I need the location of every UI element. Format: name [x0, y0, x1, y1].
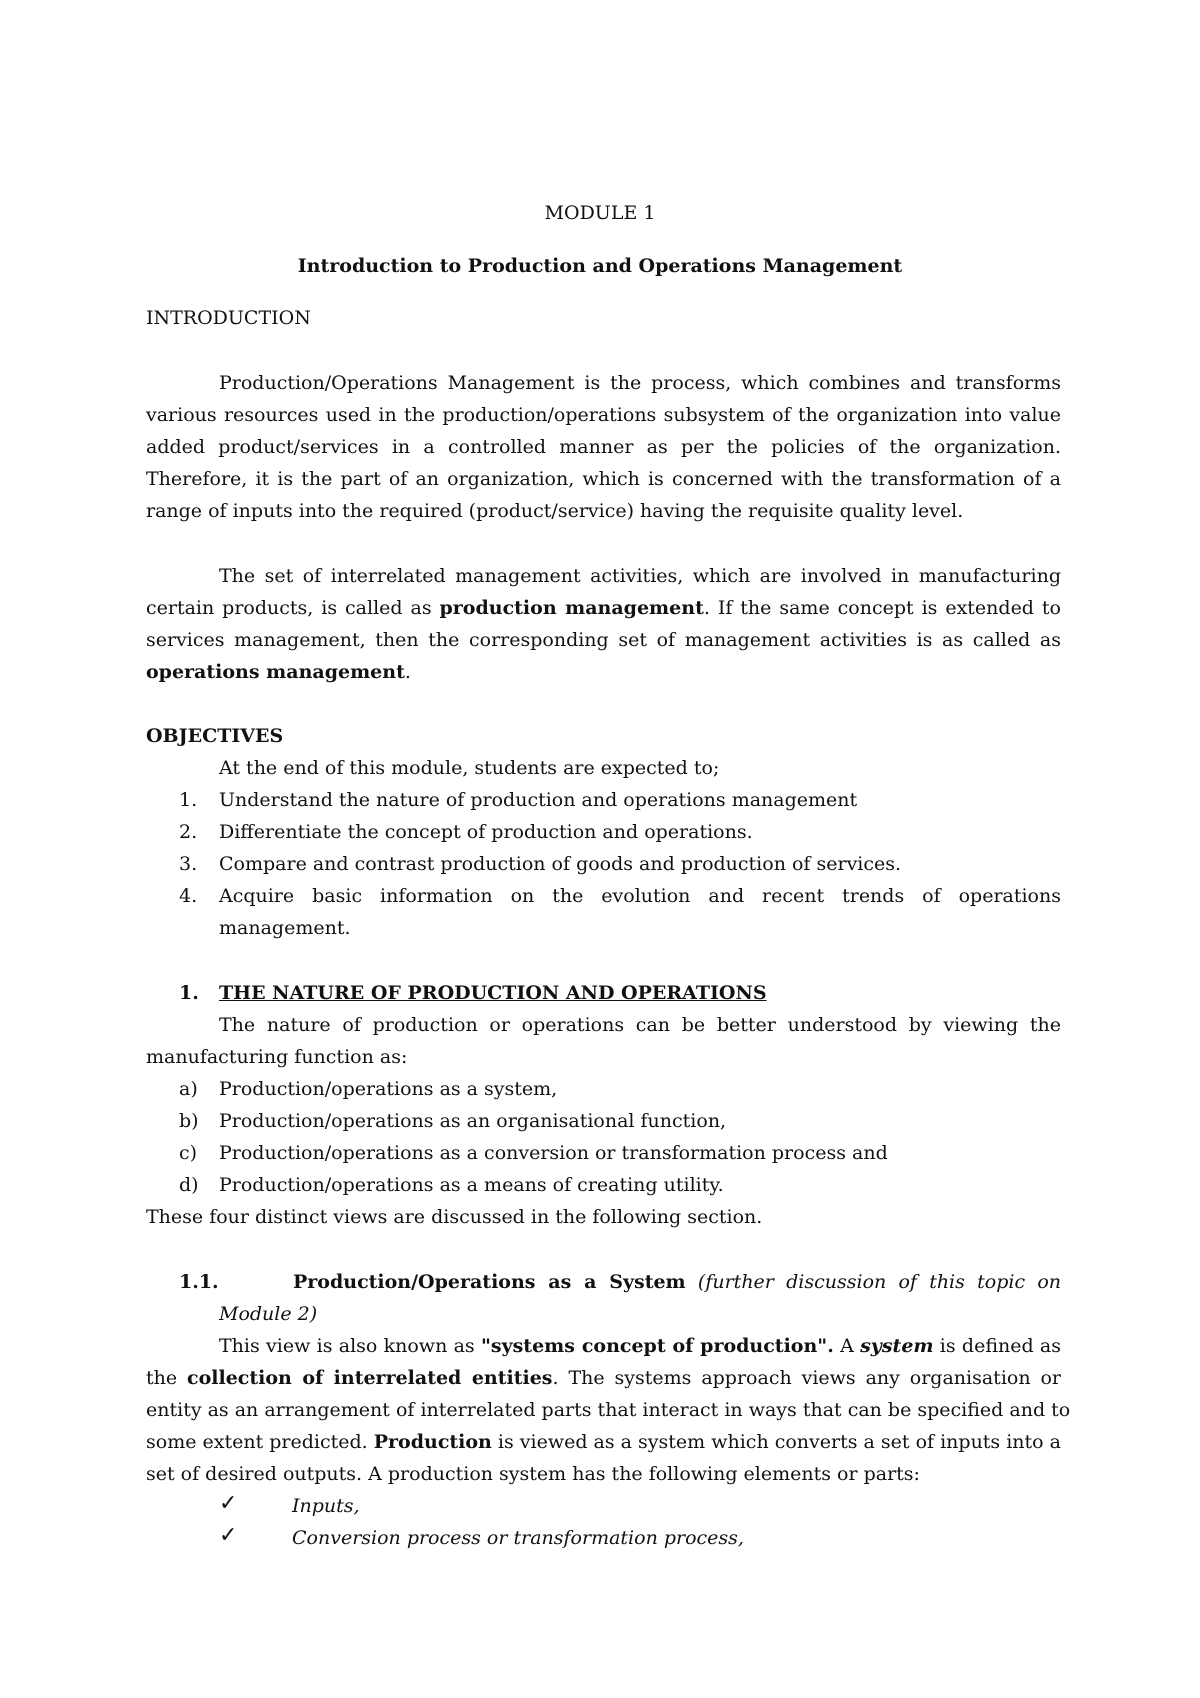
nature-item-letter: c): [179, 1142, 198, 1164]
intro-p2-text: .: [404, 661, 411, 683]
intro-p1-line1: Production/Operations Management is the process, which combines and transforms: [219, 372, 1061, 394]
subsection-number: 1.1.: [179, 1271, 219, 1293]
system-line1: [219, 1333, 1061, 1359]
term-production: Production: [373, 1431, 492, 1453]
objective-item: Differentiate the concept of production and operations.: [219, 821, 753, 843]
nature-item: Production/operations as a conversion or transformation process and: [219, 1142, 888, 1164]
intro-p1-line5: range of inputs into the required (product/service) having the requisite quality level.: [146, 500, 964, 522]
intro-p2-text: . If the same concept is extended to: [703, 597, 1061, 619]
nature-line1: The nature of production or operations can be better understood by viewing the: [219, 1014, 1061, 1036]
subsection-note-cont: Module 2): [219, 1303, 318, 1325]
subsection-note: (further discussion of this topic on: [697, 1271, 1061, 1293]
system-bullet: Inputs,: [292, 1495, 360, 1517]
section-number: 1.: [179, 982, 199, 1004]
system-bullet: Conversion process or transformation process,: [292, 1527, 744, 1549]
intro-p2-text: certain products, is called as: [146, 597, 440, 619]
checkmark-icon: ✓: [219, 1523, 238, 1548]
page-title: Introduction to Production and Operations Management: [297, 255, 903, 277]
term-system: system: [860, 1335, 934, 1357]
objective-item: Understand the nature of production and operations management: [219, 789, 858, 811]
objectives-lead: At the end of this module, students are expected to;: [219, 757, 720, 779]
checkmark-icon: ✓: [219, 1491, 238, 1516]
term-operations-management: operations management: [146, 661, 405, 683]
nature-closing: These four distinct views are discussed in the following section.: [146, 1206, 763, 1228]
module-label: MODULE 1: [544, 202, 656, 224]
system-line5: set of desired outputs. A production system has the following elements or parts:: [146, 1463, 920, 1485]
system-text: is viewed as a system which converts a set of inputs into a: [491, 1431, 1061, 1453]
intro-p1-line2: various resources used in the production/operations subsystem of the organization into value: [146, 404, 1061, 426]
objective-item: Compare and contrast production of goods and production of services.: [219, 853, 902, 875]
system-text: This view is also known as: [219, 1335, 481, 1357]
nature-item-letter: a): [179, 1078, 198, 1100]
nature-item-letter: d): [179, 1174, 199, 1196]
system-line3: entity as an arrangement of interrelated parts that interact in ways that can be specified and to: [146, 1399, 1071, 1421]
nature-item-letter: b): [179, 1110, 199, 1132]
section-heading-nature: THE NATURE OF PRODUCTION AND OPERATIONS: [219, 982, 767, 1004]
intro-p1-line3: added product/services in a controlled manner as per the policies of the organization.: [146, 436, 1061, 458]
system-line4: [146, 1429, 1061, 1455]
system-text: is defined as: [933, 1335, 1062, 1357]
objective-item-continued: management.: [219, 917, 351, 939]
intro-p1-line4: Therefore, it is the part of an organization, which is concerned with the transformation of a: [146, 468, 1061, 490]
nature-item: Production/operations as an organisational function,: [219, 1110, 727, 1132]
intro-p2-line4: [146, 659, 411, 685]
nature-item: Production/operations as a system,: [219, 1078, 558, 1100]
intro-p2-line1: The set of interrelated management activities, which are involved in manufacturing: [219, 565, 1061, 587]
nature-line2: manufacturing function as:: [146, 1046, 408, 1068]
objective-number: 1.: [179, 789, 198, 811]
objective-item: Acquire basic information on the evolution and recent trends of operations: [219, 885, 1061, 907]
system-text: . The systems approach views any organisation or: [552, 1367, 1062, 1389]
system-text: the: [146, 1367, 188, 1389]
section-heading-objectives: OBJECTIVES: [146, 725, 284, 747]
term-collection-of-entities: collection of interrelated entities: [187, 1367, 553, 1389]
term-systems-concept: "systems concept of production".: [480, 1335, 834, 1357]
system-line2: [146, 1365, 1061, 1391]
objective-number: 2.: [179, 821, 198, 843]
section-heading-introduction: INTRODUCTION: [146, 307, 311, 329]
system-text: some extent predicted.: [146, 1431, 374, 1453]
intro-p2-line2: [146, 595, 1061, 621]
term-production-management: production management: [439, 597, 704, 619]
system-text: A: [833, 1335, 861, 1357]
objective-number: 3.: [179, 853, 198, 875]
subsection-heading-line: [293, 1269, 1061, 1295]
subsection-heading-system: Production/Operations as a System: [293, 1271, 686, 1293]
objective-number: 4.: [179, 885, 198, 907]
nature-item: Production/operations as a means of creating utility.: [219, 1174, 724, 1196]
intro-p2-line3: services management, then the corresponding set of management activities is as called as: [146, 629, 1061, 651]
